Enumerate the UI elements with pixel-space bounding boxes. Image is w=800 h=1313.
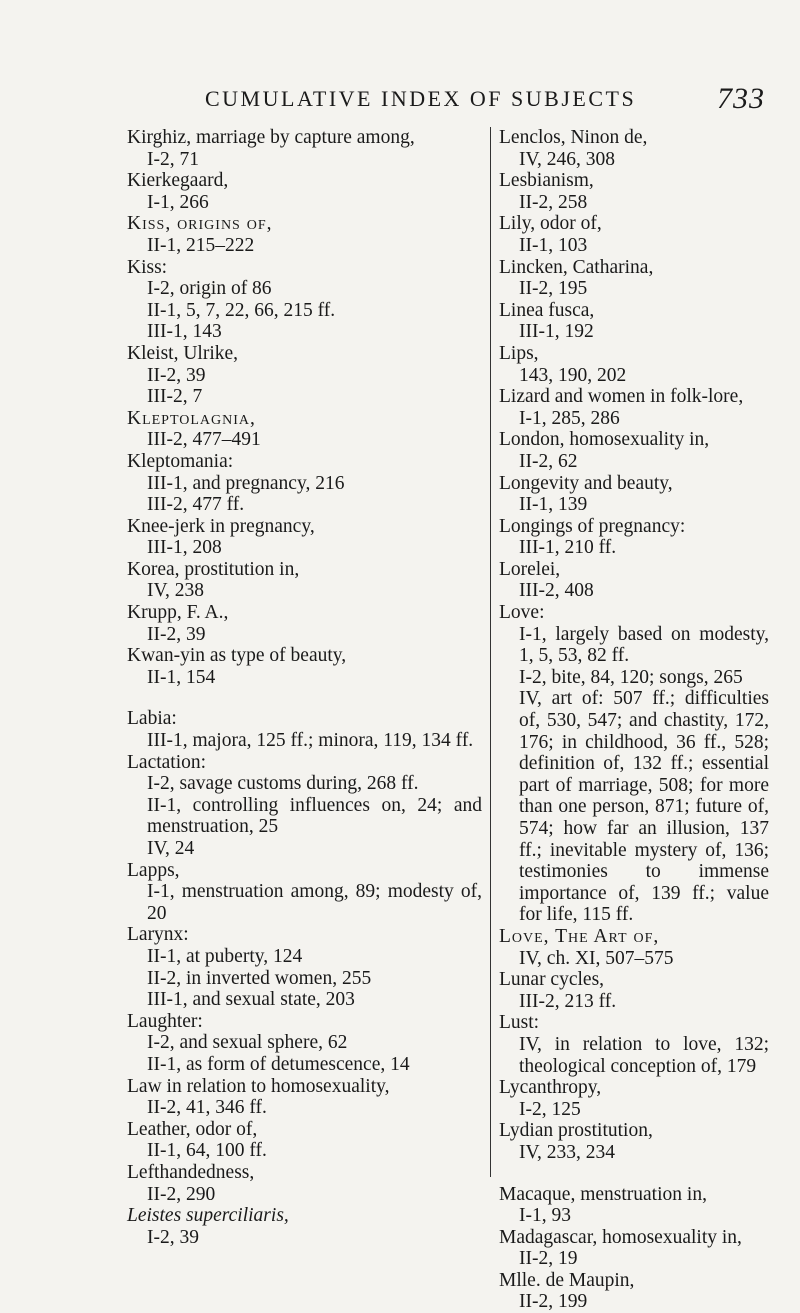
index-entry — [127, 752, 482, 860]
index-entry-heading: Lily, odor of, — [499, 213, 602, 235]
header-title: CUMULATIVE INDEX OF SUBJECTS — [205, 86, 637, 111]
index-entry-heading: Kirghiz, marriage by capture among, — [127, 127, 415, 148]
index-entry-reference: I-1, menstruation among, 89; modesty of, 20 — [147, 881, 482, 924]
index-entry-reference: III-1, and pregnancy, 216 — [147, 472, 345, 494]
index-entry-reference: IV, art of: 507 ff.; difficulties of, 530, 547; and chastity, 172, 176; in childhood, 36 ff., 528; definition of, 132 ff.; essential part of marriage, 508; for more than one person, 871; future of, 574; how far an illusion, 137 ff.; inevitable mystery of, 136; testimonies to immense importance of, 139 ff.; value for life, 115 ff. — [519, 688, 769, 926]
index-entry — [499, 127, 769, 170]
index-entry-reference: II-2, 19 — [519, 1248, 578, 1270]
index-entry-reference: I-1, 93 — [519, 1205, 571, 1227]
index-entry-reference: II-2, 258 — [519, 191, 588, 213]
letter-section-gap — [127, 688, 482, 708]
index-entry — [127, 408, 482, 451]
index-entry — [499, 343, 769, 386]
index-entry — [127, 127, 482, 170]
index-entry-heading: Lunar cycles, — [499, 969, 605, 991]
index-entry-heading: Lydian prostitution, — [499, 1120, 653, 1142]
index-entry-reference: I-2, origin of 86 — [147, 278, 272, 300]
index-entry-reference: I-2, 125 — [519, 1098, 581, 1120]
index-entry-reference: IV, 246, 308 — [519, 148, 616, 170]
index-entry — [499, 1012, 769, 1077]
index-entry — [499, 969, 769, 1012]
index-entry — [499, 1120, 769, 1163]
index-entry-heading: Kiss, origins of, — [127, 213, 273, 235]
index-entry-heading: Laughter: — [127, 1010, 203, 1032]
index-entry — [499, 1184, 769, 1227]
index-entry-reference: II-1, controlling influences on, 24; and menstruation, 25 — [147, 794, 482, 838]
index-entry-heading: Lapps, — [127, 859, 180, 881]
index-entry-reference: II-2, 290 — [147, 1183, 216, 1205]
column-divider — [490, 127, 491, 1177]
index-entry-heading: Lorelei, — [499, 558, 561, 580]
index-entry — [499, 300, 769, 343]
index-entry-reference: II-1, 139 — [519, 494, 588, 516]
index-entry-reference: I-2, savage customs during, 268 ff. — [147, 773, 419, 795]
index-entry-reference: II-2, 41, 346 ff. — [147, 1097, 267, 1119]
index-entry-heading: Kierkegaard, — [127, 170, 229, 192]
index-entry-heading: Leistes superciliaris, — [127, 1205, 289, 1227]
index-entry — [127, 559, 482, 602]
index-entry — [499, 170, 769, 213]
index-entry-heading: Lizard and women in folk-lore, — [499, 386, 744, 408]
index-entry — [499, 926, 769, 969]
index-entry-heading: Lesbianism, — [499, 170, 594, 192]
index-entry-reference: I-1, 266 — [147, 191, 209, 213]
index-entry-reference: IV, in relation to love, 132; theological conception of, 179 — [519, 1033, 769, 1077]
index-entry — [127, 645, 482, 688]
index-entry-reference: II-1, as form of detumescence, 14 — [147, 1053, 410, 1075]
index-entry-heading: Madagascar, homosexuality in, — [499, 1226, 742, 1248]
index-entry — [127, 1205, 482, 1248]
index-entry — [499, 559, 769, 602]
index-entry — [499, 257, 769, 300]
running-header — [205, 82, 765, 116]
index-entry-heading: Leather, odor of, — [127, 1118, 258, 1140]
index-entry-reference: II-1, 64, 100 ff. — [147, 1140, 267, 1162]
index-entry-heading: Kleptolagnia, — [127, 407, 256, 429]
index-entry — [127, 602, 482, 645]
index-entry-heading: Labia: — [127, 708, 177, 730]
index-entry-reference: IV, 238 — [147, 580, 205, 602]
index-entry — [127, 1011, 482, 1076]
index-entry-reference: I-2, and sexual sphere, 62 — [147, 1032, 348, 1054]
index-entry-reference: 143, 190, 202 — [519, 364, 627, 386]
index-entry — [127, 1076, 482, 1119]
index-entry-reference: IV, 233, 234 — [519, 1141, 616, 1163]
index-entry — [127, 343, 482, 408]
index-entry-heading: Korea, prostitution in, — [127, 558, 300, 580]
letter-section-gap — [499, 1164, 769, 1184]
index-entry-heading: Love: — [499, 602, 545, 624]
index-entry-heading: Law in relation to homosexuality, — [127, 1075, 390, 1097]
index-entry-heading: Mlle. de Maupin, — [499, 1269, 635, 1291]
index-entry — [499, 602, 769, 926]
index-entry-reference: III-2, 7 — [147, 386, 203, 408]
index-entry-heading: Linea fusca, — [499, 299, 595, 321]
index-entry-heading: Lycanthropy, — [499, 1077, 602, 1099]
index-entry-reference: II-2, 39 — [147, 364, 206, 386]
index-entry-reference: III-2, 213 ff. — [519, 990, 617, 1012]
index-entry-reference: III-1, 192 — [519, 321, 594, 343]
index-entry — [127, 1162, 482, 1205]
index-entry-reference: II-1, 215–222 — [147, 234, 255, 256]
index-entry-reference: III-1, majora, 125 ff.; minora, 119, 134 ff. — [147, 730, 474, 752]
index-entry-reference: II-2, 62 — [519, 450, 578, 472]
index-entry — [127, 1119, 482, 1162]
index-entry-reference: I-2, 71 — [147, 148, 199, 170]
index-entry — [499, 1077, 769, 1120]
index-entry-reference: III-1, and sexual state, 203 — [147, 989, 355, 1011]
index-entry-heading: Krupp, F. A., — [127, 602, 229, 624]
index-entry-heading: Kleptomania: — [127, 450, 234, 472]
index-entry-reference: III-1, 208 — [147, 537, 222, 559]
left-index-column — [127, 127, 482, 1248]
index-entry-reference: III-1, 143 — [147, 321, 222, 343]
index-entry-heading: Lefthandedness, — [127, 1161, 255, 1183]
index-entry-heading: Larynx: — [127, 924, 189, 946]
index-entry-heading: Kleist, Ulrike, — [127, 342, 239, 364]
index-entry-heading: Love, The Art of, — [499, 925, 660, 947]
index-entry-reference: IV, ch. XI, 507–575 — [519, 947, 674, 969]
index-entry-reference: II-1, at puberty, 124 — [147, 945, 303, 967]
index-entry — [499, 516, 769, 559]
index-entry-reference: II-2, 195 — [519, 278, 588, 300]
index-entry-heading: Kiss: — [127, 256, 168, 278]
index-entry — [499, 473, 769, 516]
index-entry-heading: Longings of pregnancy: — [499, 515, 686, 537]
index-entry-heading: Knee-jerk in pregnancy, — [127, 515, 315, 537]
index-entry — [499, 1227, 769, 1270]
index-entry-heading: Macaque, menstruation in, — [499, 1183, 707, 1205]
index-entry-reference: III-2, 477–491 — [147, 429, 261, 451]
index-entry-heading: Lactation: — [127, 751, 207, 773]
index-entry-reference: II-1, 103 — [519, 234, 588, 256]
index-entry-reference: I-1, 285, 286 — [519, 407, 620, 429]
index-entry — [499, 1270, 769, 1313]
index-entry-heading: Kwan-yin as type of beauty, — [127, 645, 347, 667]
index-entry — [127, 213, 482, 256]
index-entry-reference: II-2, in inverted women, 255 — [147, 967, 372, 989]
index-entry — [499, 429, 769, 472]
index-entry — [127, 516, 482, 559]
index-entry-heading: Lust: — [499, 1012, 540, 1034]
index-entry-reference: III-1, 210 ff. — [519, 537, 617, 559]
index-entry — [127, 451, 482, 516]
page-number: 733 — [717, 82, 765, 115]
index-entry-heading: Lincken, Catharina, — [499, 256, 654, 278]
index-entry — [127, 860, 482, 925]
index-entry-heading: Lenclos, Ninon de, — [499, 127, 648, 148]
index-entry — [127, 170, 482, 213]
index-entry-reference: II-2, 39 — [147, 623, 206, 645]
index-entry — [127, 708, 482, 751]
index-entry-reference: II-2, 199 — [519, 1291, 588, 1313]
right-index-column — [499, 127, 769, 1313]
index-entry — [127, 924, 482, 1010]
index-entry-reference: I-1, largely based on modesty, 1, 5, 53, 82 ff. — [519, 623, 769, 667]
index-entry-reference: III-2, 408 — [519, 580, 594, 602]
index-entry — [499, 386, 769, 429]
index-entry-heading: London, homosexuality in, — [499, 429, 710, 451]
index-entry-reference: II-1, 154 — [147, 666, 216, 688]
index-entry-reference: I-2, 39 — [147, 1226, 199, 1248]
index-entry-reference: II-1, 5, 7, 22, 66, 215 ff. — [147, 299, 336, 321]
index-entry — [499, 213, 769, 256]
index-entry-reference: IV, 24 — [147, 838, 195, 859]
index-entry — [127, 257, 482, 343]
index-entry-reference: III-2, 477 ff. — [147, 494, 245, 516]
index-entry-heading: Longevity and beauty, — [499, 472, 673, 494]
index-entry-heading: Lips, — [499, 342, 539, 364]
index-entry-reference: I-2, bite, 84, 120; songs, 265 — [519, 666, 743, 688]
